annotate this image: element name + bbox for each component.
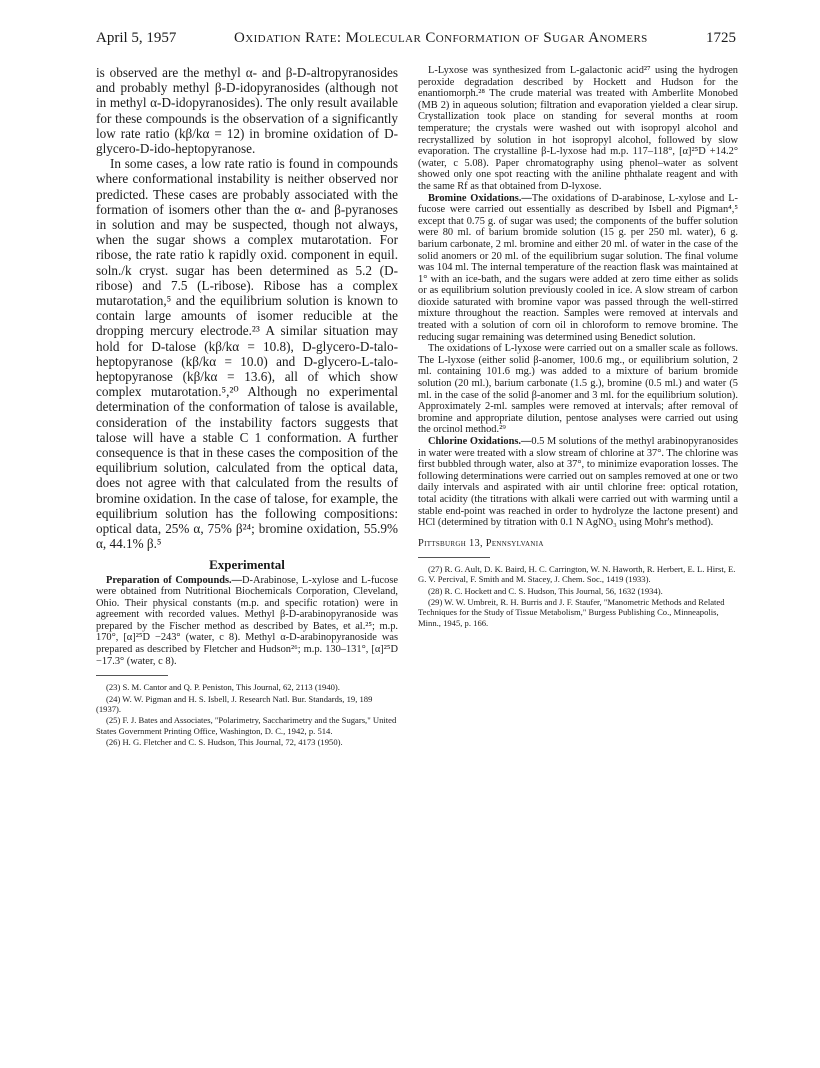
runin-heading: Chlorine Oxidations.—	[428, 436, 532, 447]
right-column	[418, 65, 738, 628]
footnote: (28) R. C. Hockett and C. S. Hudson, This Journal, 56, 1632 (1934).	[428, 585, 663, 596]
paragraph	[418, 436, 738, 529]
author-location: Pittsburgh 13, Pennsylvania	[418, 537, 544, 549]
page-number: 1725	[706, 30, 736, 46]
left-column	[96, 65, 398, 748]
paragraph	[418, 193, 738, 344]
footnote: (29) W. W. Umbreit, R. H. Burris and J. F. Staufer, "Manometric Methods and Related Techniques for the Study of Tissue Metabolism," Burgess Publishing Co., Minneapolis, Minn., 1945, p. 166.	[418, 596, 725, 628]
footnote: (24) W. W. Pigman and H. S. Isbell, J. Research Natl. Bur. Standards, 19, 189 (1937).	[96, 693, 373, 715]
footnote-rule	[96, 675, 168, 676]
footnote: (23) S. M. Cantor and Q. P. Peniston, This Journal, 62, 2113 (1940).	[106, 682, 340, 693]
paragraph-text: 0.5 M solutions of the methyl arabinopyranosides in water were treated with a slow stream of chlorine at 37°. The chlorine was first bubbled through water, also at 37°, to minimize evaporation losses. The following determinations were carried out on samples removed at one or two daily intervals and aspirated with air until chlorine free: optical rotation, total acidity (the titrations with alkali were carried out with warming until a stable end-point was reached in order to hydrolyze the lactone present) and HCl (determined by titration with 0.1 N AgNO₃ using Mohr's method).	[418, 436, 738, 529]
paragraph: In some cases, a low rate ratio is found in compounds where conformational instability is neither observed nor predicted. These cases are probably associated with the formation of isomers other than the α- and β-pyranoses in solution and may be suspected, though not always, when the sugar shows a complex mutarotation. For ribose, the rate ratio k rapidly oxid. component in equil. soln./k cryst. sugar has been determined as 5.2 (D-ribose) and 7.5 (L-ribose). Ribose has a complex mutarotation,⁵ and the equilibrium solution is known to contain large amounts of isomer reducible at the dropping mercury electrode.²³ A similar situation may hold for D-talose (kβ/kα = 10.8), D-glycero-D-talo-heptopyranose (kβ/kα = 10.0) and D-glycero-L-talo-heptopyranose (kβ/kα = 13.6), all of which show complex mutarotation.⁵,²⁰ Although no experimental determination of the conformation of talose is available, consideration of the instability factors suggests that talose will have a stable C 1 conformation. A further consequence is that in these cases the composition of the equilibrium solution, calculated from the optical data, does not agree with that calculated from the results of bromine oxidation. In the case of talose, for example, the equilibrium solution has the following compositions: optical data, 25% α, 75% β²⁴; bromine oxidation, 55.9% α, 44.1% β.⁵	[96, 156, 398, 552]
paragraph	[96, 575, 398, 668]
runin-heading: Bromine Oxidations.—	[428, 192, 532, 204]
runin-heading: Preparation of Compounds.—	[106, 574, 243, 586]
header-date: April 5, 1957	[96, 30, 177, 46]
paragraph: The oxidations of L-lyxose were carried out on a smaller scale as follows. The L-lyxose (either solid β-anomer, 100.6 mg., or equilibrium solution, 2 ml. containing 101.6 mg.) was added to a mixture of barium bromide solution (20 ml.), barium carbonate (1.5 g.), bromine (0.5 ml.) and water (5 ml. in the case of the solid β-anomer and 3 ml. for the equilibrium solution). Approximately 2-ml. samples were removed at intervals; after removal of bromine and appropriate dilution, pentose analyses were carried out using the orcinol method.²⁹	[418, 343, 738, 436]
section-heading: Experimental	[209, 556, 285, 572]
footnote: (25) F. J. Bates and Associates, "Polarimetry, Saccharimetry and the Sugars," United States Government Printing Office, Washington, D. C., 1942, p. 514.	[96, 715, 397, 736]
paragraph-text: D-Arabinose, L-xylose and L-fucose were obtained from Nutritional Biochemicals Corporation, Cleveland, Ohio. Their physical constants (m.p. and specific rotation) were in agreement with recorded values. Methyl β-D-arabinopyranoside was prepared by the Fischer method as described by Bates, et al.²⁵; m.p. 170°, [α]²⁵D −243° (water, c 8). Methyl α-D-arabinopyranoside was prepared as described by Fletcher and Hudson²⁶; m.p. 130–131°, [α]²⁵D −17.3° (water, c 8).	[96, 574, 398, 667]
footnote: (27) R. G. Ault, D. K. Baird, H. C. Carrington, W. N. Haworth, R. Herbert, E. L. Hirst, E. G. V. Percival, F. Smith and M. Stacey, J. Chem. Soc., 1419 (1933).	[418, 563, 736, 585]
running-header	[96, 30, 736, 52]
paragraph: is observed are the methyl α- and β-D-altropyranosides and probably methyl β-D-idopyranosides (although not in methyl α-D-idopyranosides). The only result available for these compounds is the observation of a significantly low rate ratio (kβ/kα = 12) in bromine oxidation of D-glycero-D-ido-heptopyranose.	[96, 65, 398, 157]
paragraph-text: The oxidations of D-arabinose, L-xylose and L-fucose were carried out essentially as described by Isbell and Pigman⁴,⁵ except that 0.75 g. of sugar was used; the components of the buffer solution were 80 ml. of barium bromide solution (15 g. per 250 ml. water), 6 g. barium carbonate, 2 ml. bromine and either 20 ml. of water in the case of the solid anomers or 20 ml. of the equilibrium sugar solution. The final volume was 104 ml. The internal temperature of the reaction flask was maintained at 1° with an ice-bath, and the sugars were added at zero time either as solids or as equilibrium solution previously cooled in ice. A slow stream of carbon dioxide saturated with bromine vapor was passed through the well-stirred mixture throughout the reaction. Samples were removed at intervals and treated with a solution of corn oil in chloroform to remove bromine. The reducing sugar remaining was determined using Benedict solution.	[418, 192, 738, 343]
header-title: Oxidation Rate: Molecular Conformation of Sugar Anomers	[234, 30, 648, 46]
footnote-rule	[418, 557, 490, 558]
paragraph: L-Lyxose was synthesized from L-galactonic acid²⁷ using the hydrogen peroxide degradation described by Hockett and Hudson for the enantiomorph.²⁸ The crude material was treated with Amberlite Monobed (MB 2) in aqueous solution; filtration and evaporation yielded a clear sirup. Crystallization took place on standing for several months at room temperature; the crystals were washed out with isopropyl alcohol and recrystallized by solution in hot isopropyl alcohol, followed by slow evaporation. The crystalline β-L-lyxose had m.p. 117–118°, [α]²⁵D +14.2° (water, c 5.08). Paper chromatography using phenol–water as solvent showed only one spot reacting with the aniline phthalate reagent and with the same Rf as that obtained from D-lyxose.	[418, 65, 738, 192]
footnote: (26) H. G. Fletcher and C. S. Hudson, This Journal, 72, 4173 (1950).	[106, 737, 343, 748]
